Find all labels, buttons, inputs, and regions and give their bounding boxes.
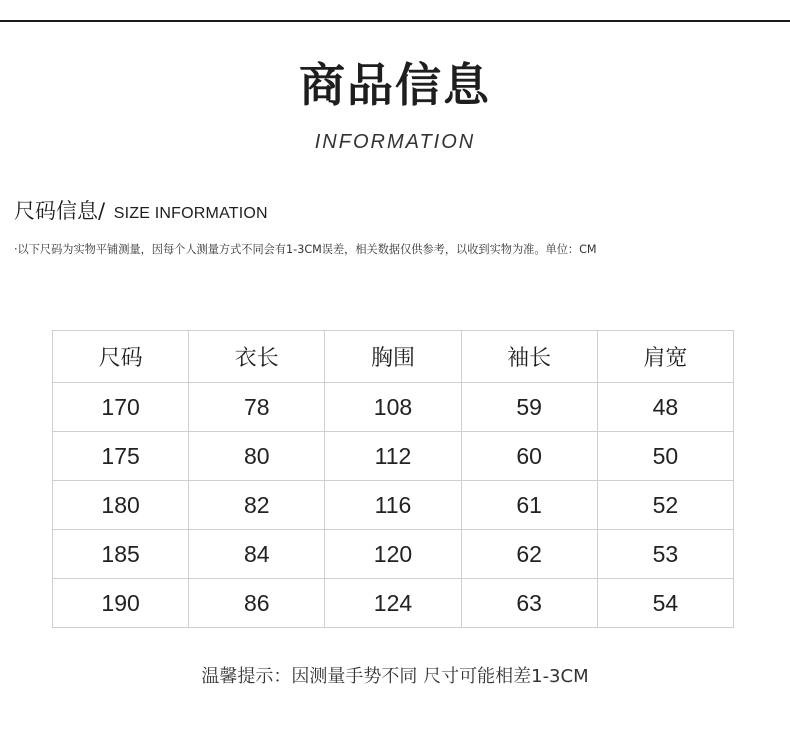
table-cell: 116 — [325, 481, 461, 530]
table-cell: 175 — [53, 432, 189, 481]
table-row — [53, 579, 734, 628]
table-cell: 78 — [189, 383, 325, 432]
table-cell: 53 — [597, 530, 733, 579]
table-cell: 124 — [325, 579, 461, 628]
page-subtitle: INFORMATION — [314, 131, 476, 153]
table-cell: 62 — [461, 530, 597, 579]
table-cell: 185 — [53, 530, 189, 579]
top-divider — [0, 20, 790, 22]
table-cell: 48 — [597, 383, 733, 432]
table-cell: 54 — [597, 579, 733, 628]
table-cell: 63 — [461, 579, 597, 628]
table-cell: 80 — [189, 432, 325, 481]
table-cell: 108 — [325, 383, 461, 432]
measurement-tip: 温馨提示：因测量手势不同 尺寸可能相差1-3CM — [201, 666, 589, 687]
table-row — [53, 530, 734, 579]
table-cell: 180 — [53, 481, 189, 530]
column-header-length: 衣长 — [189, 331, 325, 383]
table-cell: 82 — [189, 481, 325, 530]
column-header-size: 尺码 — [53, 331, 189, 383]
table-row — [53, 432, 734, 481]
table-cell: 112 — [325, 432, 461, 481]
column-header-shoulder: 肩宽 — [597, 331, 733, 383]
table-cell: 120 — [325, 530, 461, 579]
table-row — [53, 481, 734, 530]
size-section-heading — [14, 195, 268, 225]
table-cell: 170 — [53, 383, 189, 432]
table-cell: 60 — [461, 432, 597, 481]
table-cell: 52 — [597, 481, 733, 530]
column-header-chest: 胸围 — [325, 331, 461, 383]
column-header-sleeve: 袖长 — [461, 331, 597, 383]
size-heading-cn: 尺码信息/ — [14, 199, 106, 223]
table-cell: 86 — [189, 579, 325, 628]
table-row — [53, 383, 734, 432]
table-cell: 84 — [189, 530, 325, 579]
size-heading-en: SIZE INFORMATION — [113, 205, 268, 222]
page-title: 商品信息 — [299, 58, 491, 112]
table-header-row — [53, 331, 734, 383]
table-cell: 50 — [597, 432, 733, 481]
table-cell: 59 — [461, 383, 597, 432]
measurement-note: ·以下尺码为实物平铺测量，因每个人测量方式不同会有1-3CM误差，相关数据仅供参考，以收到实物为准。单位：CM — [14, 243, 597, 256]
table-cell: 190 — [53, 579, 189, 628]
size-table — [52, 330, 734, 628]
table-cell: 61 — [461, 481, 597, 530]
